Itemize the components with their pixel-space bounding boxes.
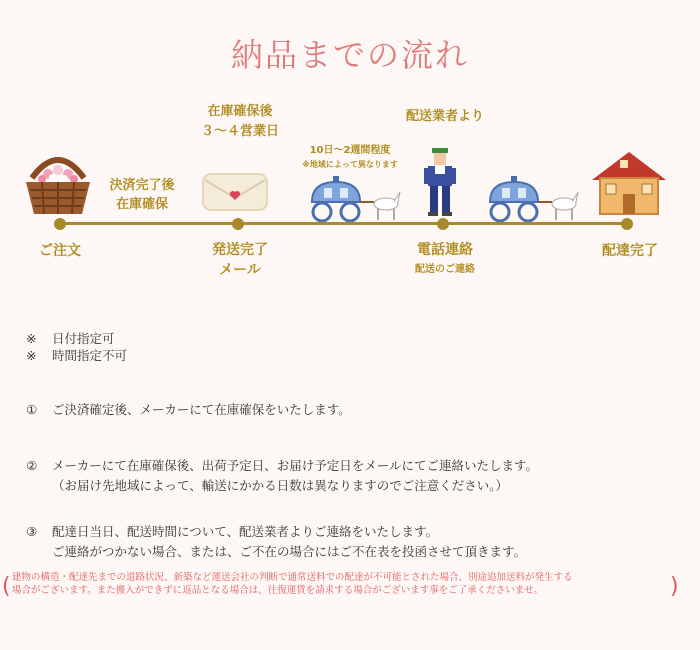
step-order-label: ご注文 bbox=[39, 243, 81, 259]
warning-close-paren: ) bbox=[670, 574, 679, 599]
house-icon bbox=[590, 150, 668, 216]
page-title: 納品までの流れ bbox=[230, 36, 469, 74]
note-item: ※ 日付指定可 bbox=[26, 331, 115, 346]
warning-open-paren: ( bbox=[2, 574, 11, 599]
step-payment-label: 決済完了後 在庫確保 bbox=[109, 178, 175, 212]
timeline-dot bbox=[621, 218, 633, 230]
basket-icon bbox=[18, 148, 98, 216]
timeline-dot bbox=[232, 218, 244, 230]
step-done-label: 配達完了 bbox=[602, 243, 658, 259]
carriage-icon bbox=[302, 172, 402, 226]
notes-list bbox=[26, 330, 127, 364]
step-transit-label: 10日～2週間程度 ※地域によって異なります bbox=[302, 145, 398, 169]
item-2: ② メーカーにて在庫確保後、出荷予定日、お届け予定日をメールにてご連絡いたします。 （お届け先地域によって、輸送にかかる日数は異なりますのでご注意ください。） bbox=[26, 458, 539, 493]
timeline-line bbox=[60, 222, 630, 225]
timeline-dot bbox=[54, 218, 66, 230]
carriage-icon bbox=[480, 172, 580, 226]
item-3: ③ 配達日当日、配送時間について、配送業者よりご連絡をいたします。 ご連絡がつかない場合、または、ご不在の場合にはご不在表を投函させて頂きます。 bbox=[26, 524, 527, 559]
step-ship-label: 発送完了 メール bbox=[212, 242, 268, 278]
item-1: ① ご決済確定後、メーカーにて在庫確保をいたします。 bbox=[26, 402, 351, 417]
warning-text: 建物の構造・配達先までの道路状況、新築など運送会社の判断で通常送料での配達が不可能とされた場合、別途追加送料が発生する 場合がございます。また搬入ができずに返品となる場合は、往復運賃を請求する場合がございます事をご了承くださいませ。 bbox=[12, 572, 573, 596]
step-stock-label: 在庫確保後 ３～４営業日 bbox=[200, 104, 279, 139]
envelope-icon bbox=[200, 170, 270, 214]
timeline-dot bbox=[437, 218, 449, 230]
delivery-person-icon bbox=[422, 146, 458, 218]
step-phone-label: 電話連絡 配送のご連絡 bbox=[415, 242, 475, 275]
step-carrier-label: 配送業者より bbox=[405, 109, 484, 124]
note-item: ※ 時間指定不可 bbox=[26, 348, 128, 363]
